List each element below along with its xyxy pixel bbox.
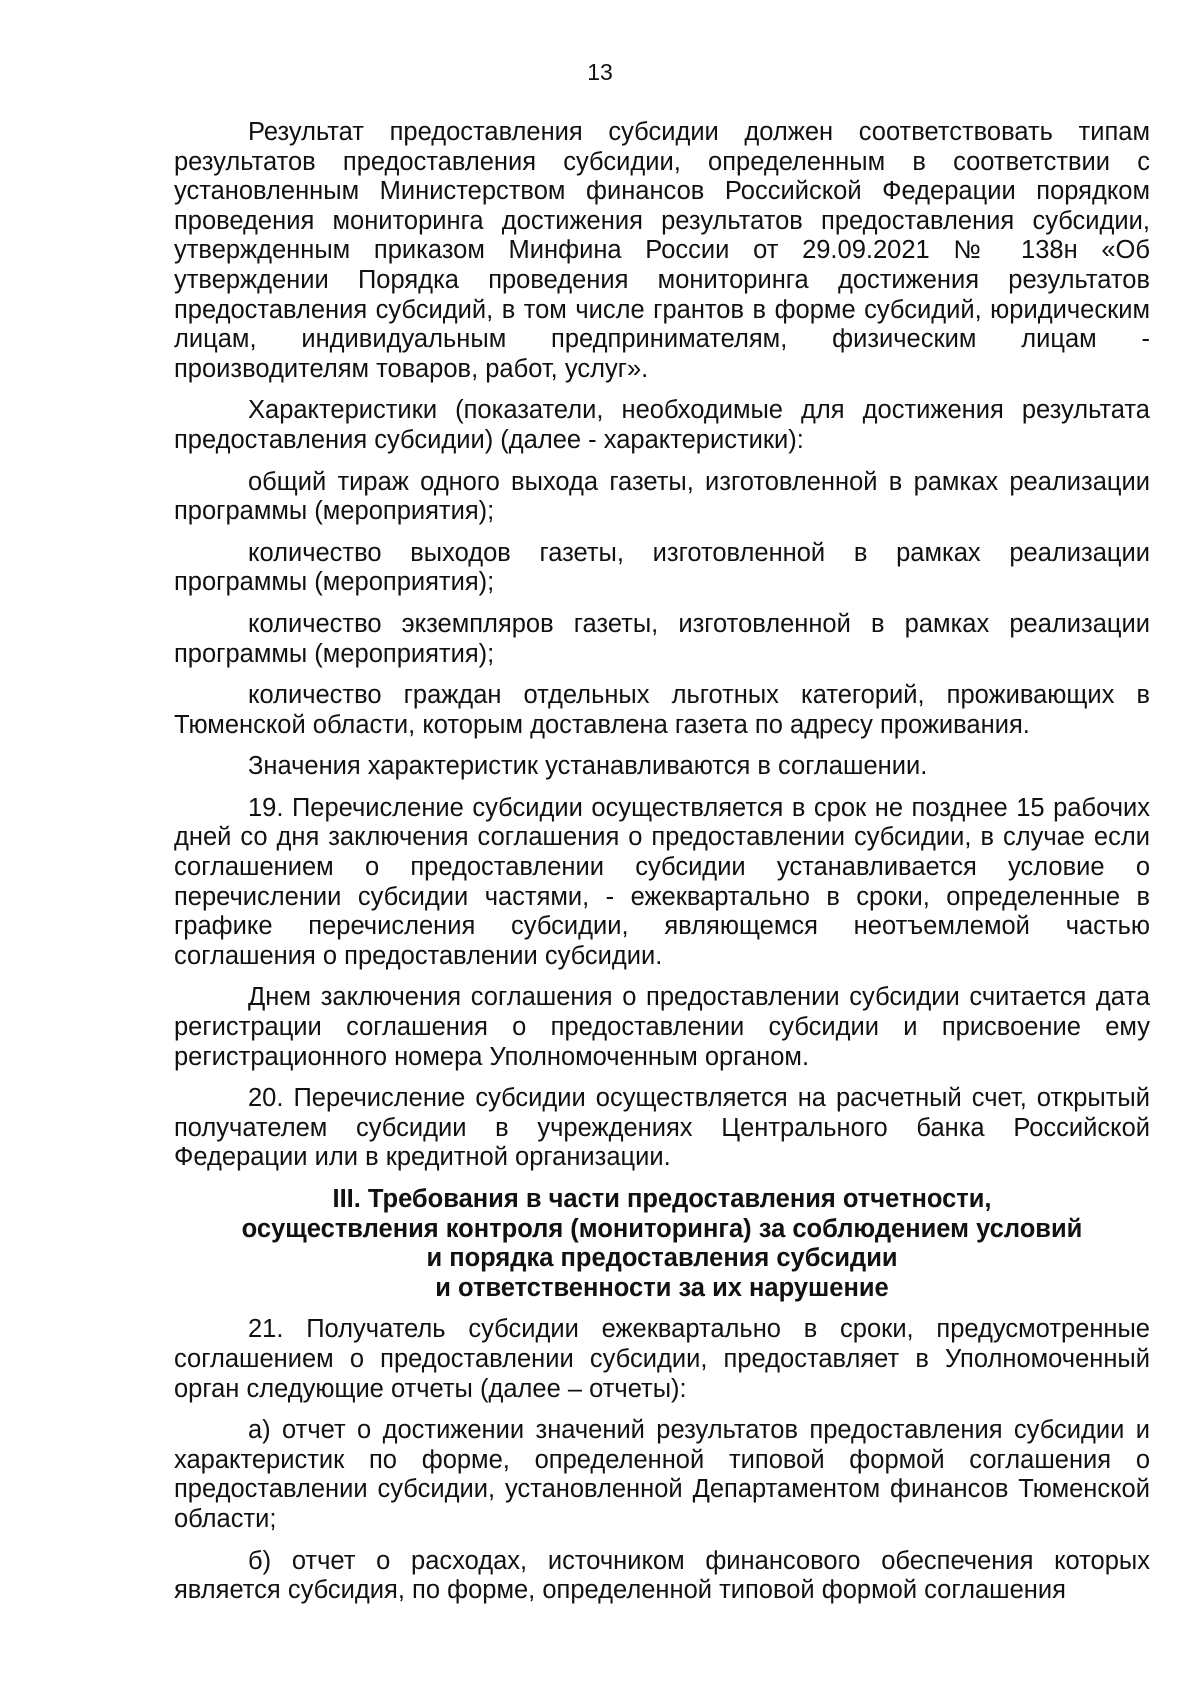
- paragraph-characteristic-citizens: количество граждан отдельных льготных категорий, проживающих в Тюменской области, которым доставлена газета по адресу проживания.: [174, 681, 1150, 739]
- paragraph-agreement-date: Днем заключения соглашения о предоставлении субсидии считается дата регистрации соглашения о предоставлении субсидии и присвоение ему регистрационного номера Уполномоченным органом.: [174, 983, 1150, 1071]
- section-heading-line: и порядка предоставления субсидии: [426, 1244, 898, 1273]
- paragraph-characteristic-issues: количество выходов газеты, изготовленной в рамках реализации программы (мероприятия);: [174, 538, 1150, 597]
- paragraph-characteristics-intro: Характеристики (показатели, необходимые для достижения результата предоставления субсидии) (далее - характеристики):: [174, 396, 1150, 454]
- paragraph-item-20: 20. Перечисление субсидии осуществляется на расчетный счет, открытый получателем субсидии в учреждениях Центрального банка Российской Федерации или в кредитной организации.: [174, 1084, 1150, 1172]
- page-number: 13: [587, 59, 613, 85]
- paragraph-result-types: Результат предоставления субсидии должен соответствовать типам результатов предоставления субсидии, определенным в соответствии с установленным Министерством финансов Российской Федерации порядком проведения мониторинга достижения результатов предоставления субсидии, утвержденным приказом Минфина России от 29.09.2021 № 138н «Об утверждении Порядка проведения мониторинга достижения результатов предоставления субсидий, в том числе грантов в форме субсидий, юридическим лицам, индивидуальным предпринимателям, физическим лицам - производителям товаров, работ, услуг».: [174, 118, 1150, 383]
- paragraph-characteristic-circulation: общий тираж одного выхода газеты, изготовленной в рамках реализации программы (мероприятия);: [174, 467, 1150, 526]
- section-heading-line: и ответственности за их нарушение: [435, 1273, 889, 1302]
- document-body: [174, 118, 1150, 1618]
- paragraph-characteristic-copies: количество экземпляров газеты, изготовленной в рамках реализации программы (мероприятия);: [174, 609, 1150, 668]
- paragraph-item-21: 21. Получатель субсидии ежеквартально в сроки, предусмотренные соглашением о предоставлении субсидии, предоставляет в Уполномоченный орган следующие отчеты (далее – отчеты):: [174, 1315, 1150, 1403]
- paragraph-item-21-b: б) отчет о расходах, источником финансового обеспечения которых является субсидия, по форме, определенной типовой формой соглашения: [174, 1546, 1150, 1605]
- section-heading-line: осуществления контроля (мониторинга) за соблюдением условий: [241, 1214, 1083, 1243]
- section-heading-line: III. Требования в части предоставления отчетности,: [332, 1185, 992, 1213]
- section-heading: [174, 1185, 1150, 1303]
- paragraph-characteristic-values: Значения характеристик устанавливаются в соглашении.: [248, 752, 928, 781]
- paragraph-item-21-a: а) отчет о достижении значений результатов предоставления субсидии и характеристик по форме, определенной типовой формой соглашения о предоставлении субсидии, установленной Департаментом финансов Тюменской области;: [174, 1416, 1150, 1533]
- paragraph-item-19: 19. Перечисление субсидии осуществляется в срок не позднее 15 рабочих дней со дня заключения соглашения о предоставлении субсидии, в случае если соглашением о предоставлении субсидии устанавливается условие о перечислении субсидии частями, - ежеквартально в сроки, определенные в графике перечисления субсидии, являющемся неотъемлемой частью соглашения о предоставлении субсидии.: [174, 793, 1150, 970]
